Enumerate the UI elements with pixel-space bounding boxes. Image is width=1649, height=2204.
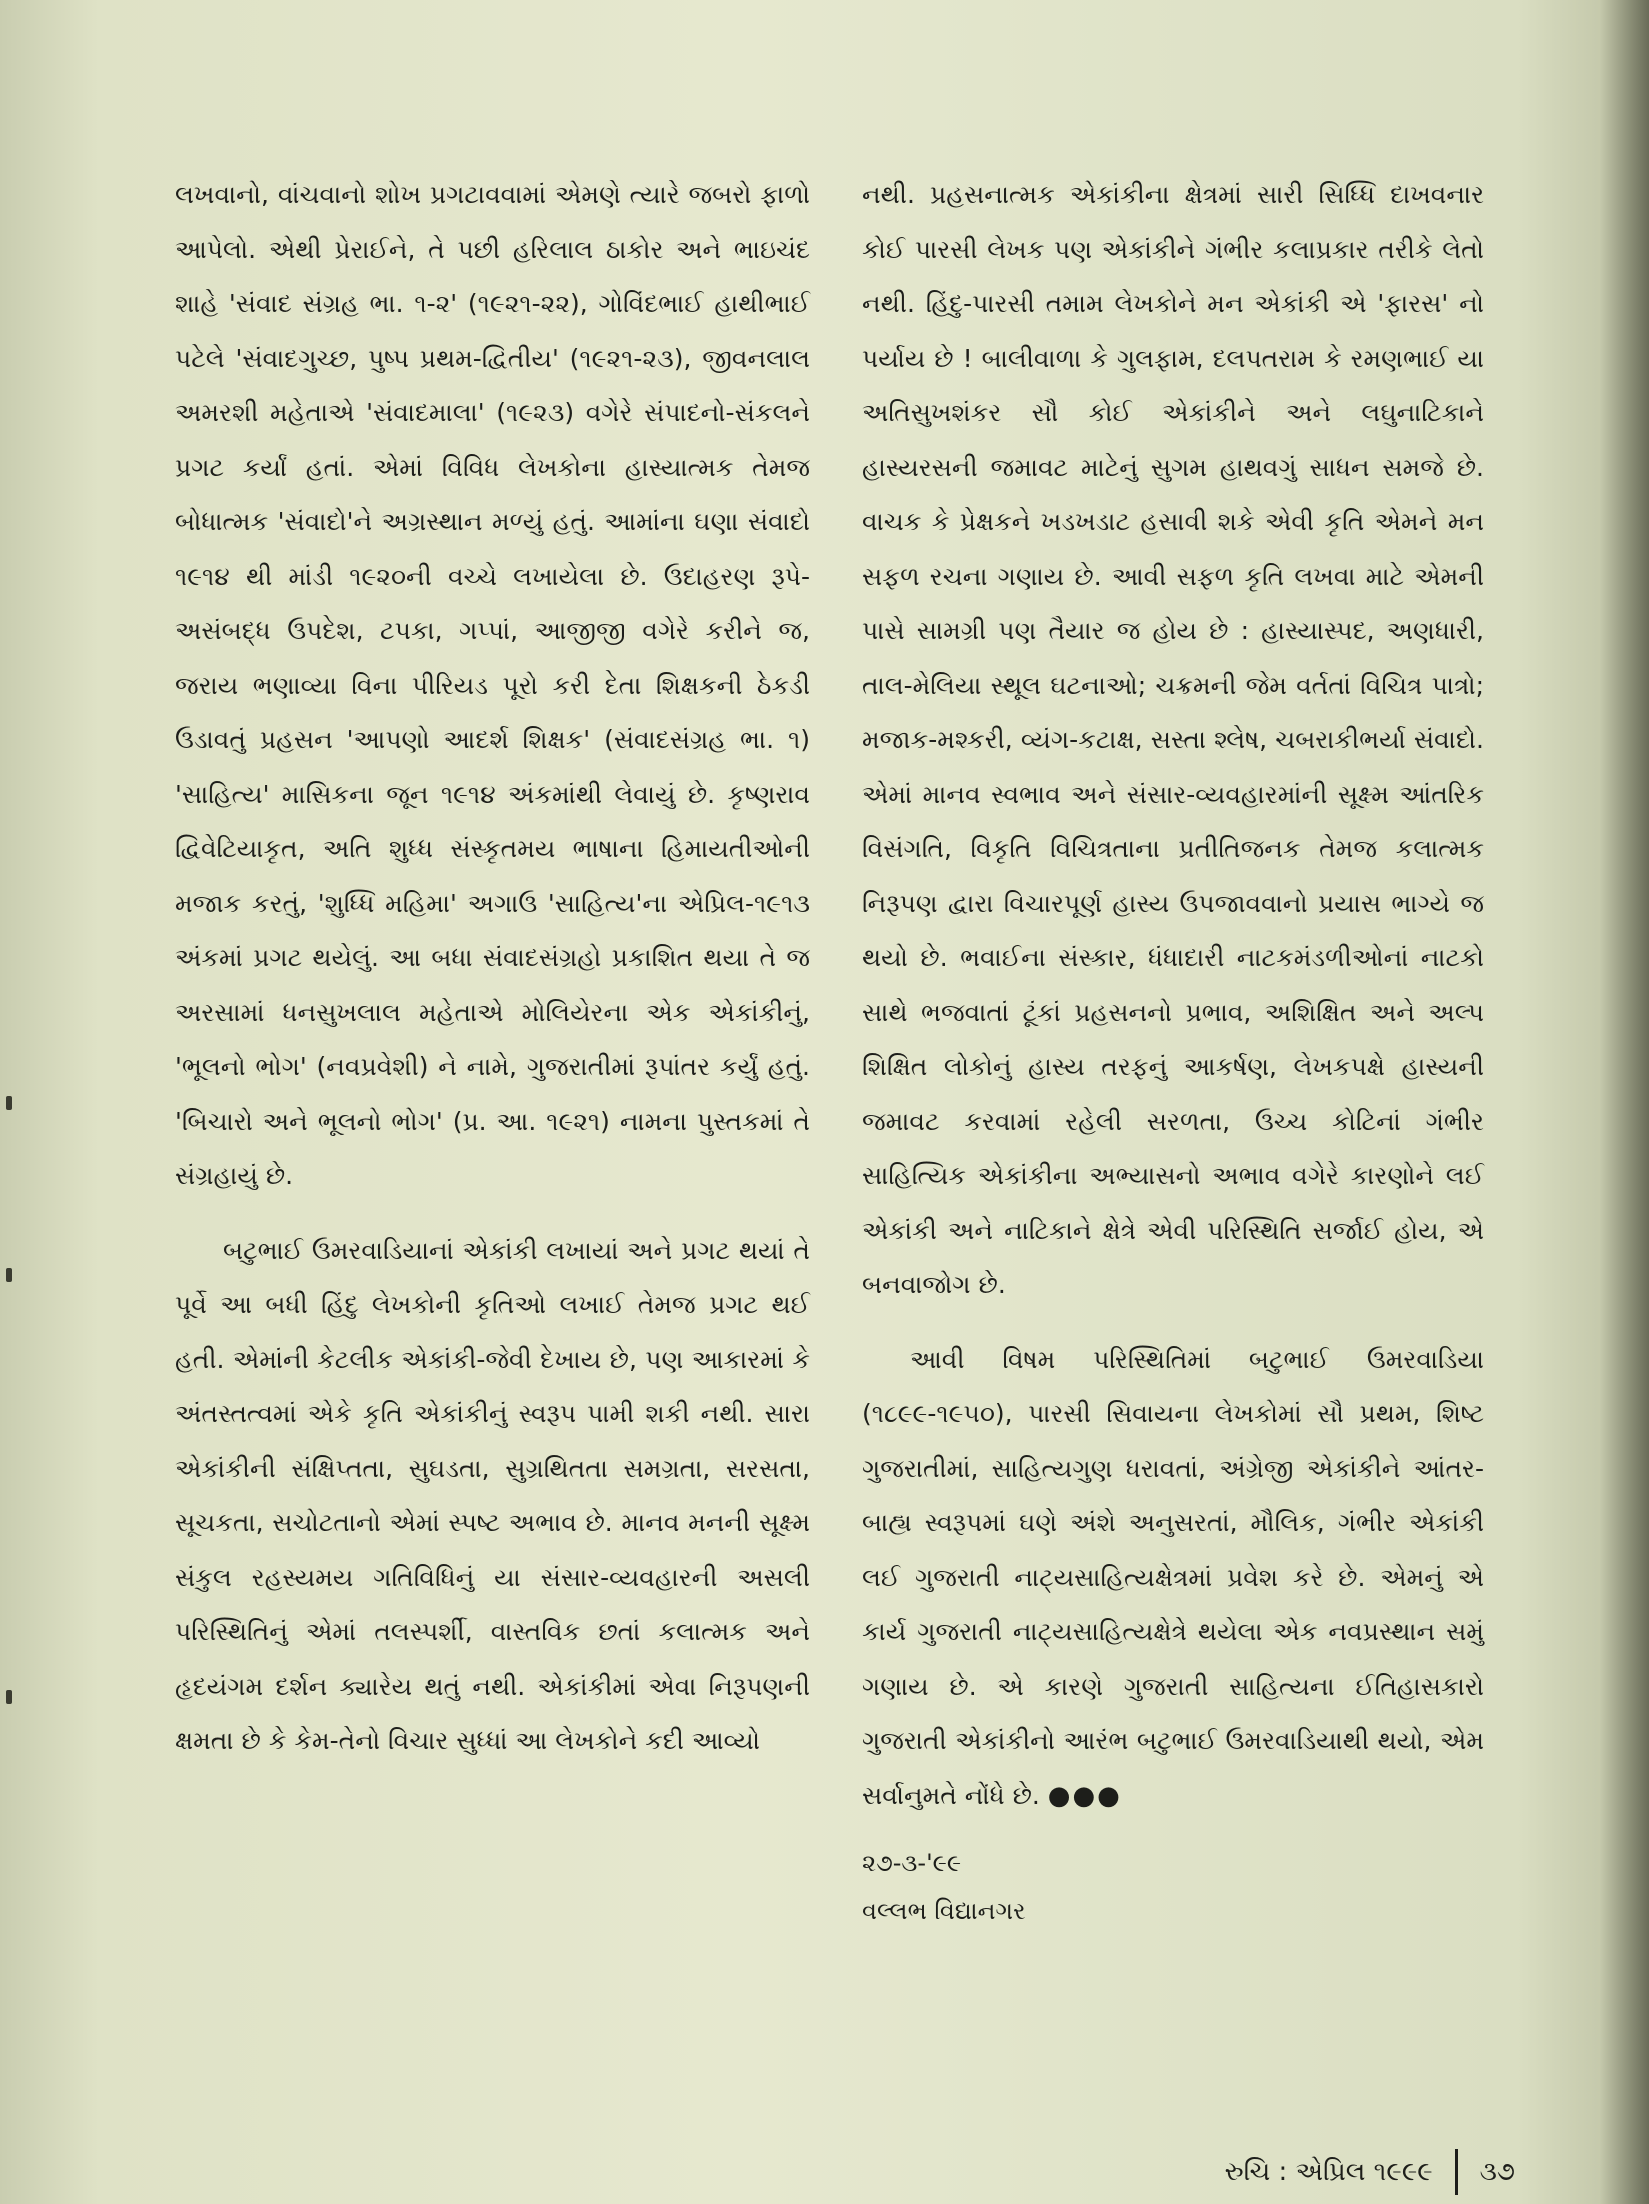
magazine-issue: રુચિ : એપ્રિલ ૧૯૯૯ <box>1224 2157 1433 2187</box>
footer-divider <box>1455 2149 1458 2195</box>
left-column <box>175 168 810 1769</box>
page-number: ૩૭ <box>1479 2157 1515 2187</box>
article-paragraph <box>862 1333 1484 1824</box>
article-paragraph: નથી. પ્રહસનાત્મક એકાંકીના ક્ષેત્રમાં સારી સિધ્ધિ દાખવનાર કોઈ પારસી લેખક પણ એકાંકીને ગંભીર કલાપ્રકાર તરીકે લેતો નથી. હિંદુ-પારસી તમામ લેખકોને મન એકાંકી એ 'ફારસ' નો પર્યાય છે ! બાલીવાળા કે ગુલફામ, દલપતરામ કે રમણભાઈ યા અતિસુખશંકર સૌ કોઈ એકાંકીને અને લઘુનાટિકાને હાસ્યરસની જમાવટ માટેનું સુગમ હાથવગું સાધન સમજે છે. વાચક કે પ્રેક્ષકને ખડખડાટ હસાવી શકે એવી કૃતિ એમને મન સફળ રચના ગણાય છે. આવી સફળ કૃતિ લખવા માટે એમની પાસે સામગ્રી પણ તૈયાર જ હોય છે : હાસ્યાસ્પદ, અણધારી, તાલ-મેલિયા સ્થૂલ ઘટનાઓ; ચક્રમની જેમ વર્તતાં વિચિત્ર પાત્રો; મજાક-મશ્કરી, વ્યંગ-કટાક્ષ, સસ્તા શ્લેષ, ચબરાકીભર્યા સંવાદો. એમાં માનવ સ્વભાવ અને સંસાર-વ્યવહારમાંની સૂક્ષ્મ આંતરિક વિસંગતિ, વિકૃતિ વિચિત્રતાના પ્રતીતિજનક તેમજ કલાત્મક નિરૂપણ દ્વારા વિચારપૂર્ણ હાસ્ય ઉપજાવવાનો પ્રયાસ ભાગ્યે જ થયો છે. ભવાઈના સંસ્કાર, ધંધાદારી નાટકમંડળીઓનાં નાટકો સાથે ભજવાતાં ટૂંકાં પ્રહસનનો પ્રભાવ, અશિક્ષિત અને અલ્પ શિક્ષિત લોકોનું હાસ્ય તરફનું આકર્ષણ, લેખકપક્ષે હાસ્યની જમાવટ કરવામાં રહેલી સરળતા, ઉચ્ચ કોટિનાં ગંભીર સાહિત્યિક એકાંકીના અભ્યાસનો અભાવ વગેરે કારણોને લઈ એકાંકી અને નાટિકાને ક્ષેત્રે એવી પરિસ્થિતિ સર્જાઈ હોય, એ બનવાજોગ છે. <box>862 180 1484 1299</box>
article-paragraph: બટુભાઈ ઉમરવાડિયાનાં એકાંકી લખાયાં અને પ્રગટ થયાં તે પૂર્વે આ બધી હિંદુ લેખકોની કૃતિઓ લખાઈ તેમજ પ્રગટ થઈ હતી. એમાંની કેટલીક એકાંકી-જેવી દેખાય છે, પણ આકારમાં કે અંતસ્તત્વમાં એકે કૃતિ એકાંકીનું સ્વરૂપ પામી શકી નથી. સારા એકાંકીની સંક્ષિપ્તતા, સુઘડતા, સુગ્રથિતતા સમગ્રતા, સરસતા, સૂચકતા, સચોટતાનો એમાં સ્પષ્ટ અભાવ છે. માનવ મનની સૂક્ષ્મ સંકુલ રહસ્યમય ગતિવિધિનું યા સંસાર-વ્યવહારની અસલી પરિસ્થિતિનું એમાં તલસ્પર્શી, વાસ્તવિક છતાં કલાત્મક અને હૃદયંગમ દર્શન ક્યારેય થતું નથી. એકાંકીમાં એવા નિરૂપણની ક્ષમતા છે કે કેમ-તેનો વિચાર સુધ્ધાં આ લેખકોને કદી આવ્યો <box>175 1235 810 1755</box>
paragraph-text: આવી વિષમ પરિસ્થિતિમાં બટુભાઈ ઉમરવાડિયા (૧૮૯૯-૧૯૫૦), પારસી સિવાયના લેખકોમાં સૌ પ્રથમ, શિષ્ટ ગુજરાતીમાં, સાહિત્યગુણ ધરાવતાં, અંગ્રેજી એકાંકીને આંતર-બાહ્ય સ્વરૂપમાં ઘણે અંશે અનુસરતાં, મૌલિક, ગંભીર એકાંકી લઈ ગુજરાતી નાટ્યસાહિત્યક્ષેત્રમાં પ્રવેશ કરે છે. એમનું એ કાર્ય ગુજરાતી નાટ્યસાહિત્યક્ષેત્રે થયેલા એક નવપ્રસ્થાન સમું ગણાય છે. એ કારણે ગુજરાતી સાહિત્યના ઈતિહાસકારો ગુજરાતી એકાંકીનો આરંભ બટુભાઈ ઉમરવાડિયાથી થયો, એમ સર્વાનુમતે નોંધે છે. <box>862 1344 1484 1810</box>
page-footer <box>1135 2152 1515 2192</box>
end-mark: ●●● <box>1047 1780 1122 1811</box>
binding-mark <box>6 1096 12 1110</box>
right-column <box>862 168 1484 1935</box>
signature-block <box>862 1839 1484 1935</box>
article-date: ૨૭-૩-'૯૯ <box>862 1849 962 1877</box>
binding-mark <box>6 1268 12 1282</box>
binding-mark <box>6 1690 12 1704</box>
page-edge-shadow <box>1600 0 1649 2204</box>
article-paragraph: લખવાનો, વાંચવાનો શોખ પ્રગટાવવામાં એમણે ત્યારે જબરો ફાળો આપેલો. એથી પ્રેરાઈને, તે પછી હરિલાલ ઠાકોર અને ભાઇચંદ શાહે 'સંવાદ સંગ્રહ ભા. ૧-૨' (૧૯૨૧-૨૨), ગોવિંદભાઈ હાથીભાઈ પટેલે 'સંવાદગુચ્છ, પુષ્પ પ્રથમ-દ્વિતીય' (૧૯૨૧-૨૩), જીવનલાલ અમરશી મહેતાએ 'સંવાદમાલા' (૧૯૨૩) વગેરે સંપાદનો-સંકલને પ્રગટ કર્યાં હતાં. એમાં વિવિધ લેખકોના હાસ્યાત્મક તેમજ બોધાત્મક 'સંવાદો'ને અગ્રસ્થાન મળ્યું હતું. આમાંના ઘણા સંવાદો ૧૯૧૪ થી માંડી ૧૯૨૦ની વચ્ચે લખાયેલા છે. ઉદાહરણ રૂપે-અસંબદ્ધ ઉપદેશ, ટપકા, ગપ્પાં, આજીજી વગેરે કરીને જ, જરાય ભણાવ્યા વિના પીરિયડ પૂરો કરી દેતા શિક્ષકની ઠેકડી ઉડાવતું પ્રહસન 'આપણો આદર્શ શિક્ષક' (સંવાદસંગ્રહ ભા. ૧) 'સાહિત્ય' માસિકના જૂન ૧૯૧૪ અંકમાંથી લેવાયું છે. કૃષ્ણરાવ દ્વિવેટિયાકૃત, અતિ શુધ્ધ સંસ્કૃતમય ભાષાના હિમાયતીઓની મજાક કરતું, 'શુધ્ધિ મહિમા' અગાઉ 'સાહિત્ય'ના એપ્રિલ-૧૯૧૩ અંકમાં પ્રગટ થયેલું. આ બધા સંવાદસંગ્રહો પ્રકાશિત થયા તે જ અરસામાં ધનસુખલાલ મહેતાએ મોલિયેરના એક એકાંકીનું, 'ભૂલનો ભોગ' (નવપ્રવેશી) ને નામે, ગુજરાતીમાં રૂપાંતર કર્યું હતું. 'બિચારો અને ભૂલનો ભોગ' (પ્ર. આ. ૧૯૨૧) નામના પુસ્તકમાં તે સંગ્રહાયું છે. <box>175 180 810 1190</box>
article-place: વલ્લભ વિદ્યાનગર <box>862 1897 1026 1925</box>
